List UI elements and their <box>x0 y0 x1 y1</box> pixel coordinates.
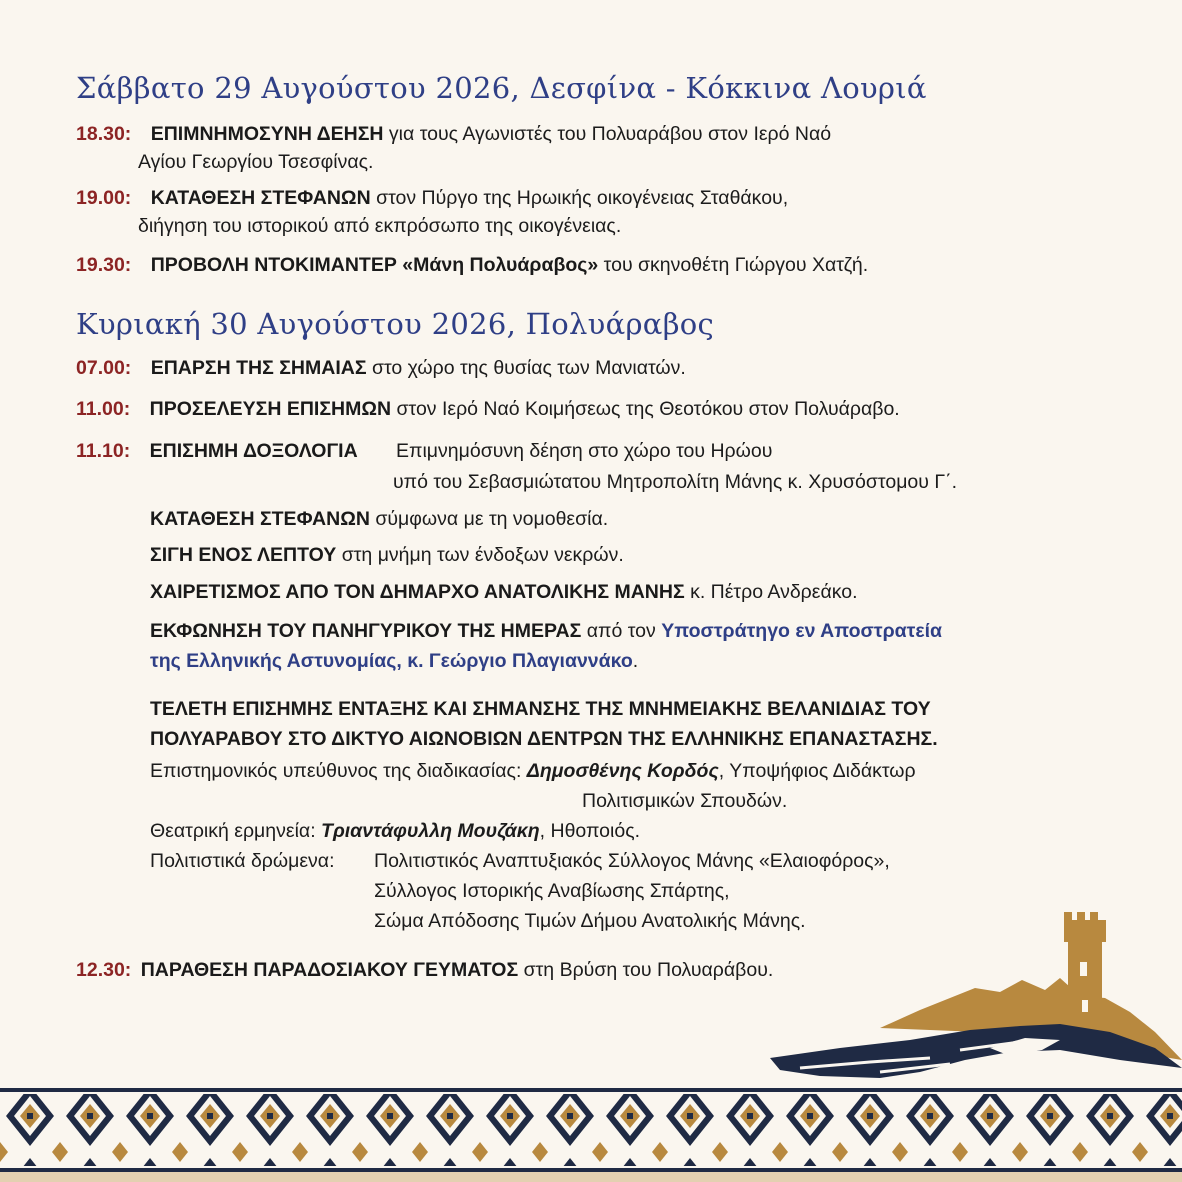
ceremony-title-line1: ΤΕΛΕΤΗ ΕΠΙΣΗΜΗΣ ΕΝΤΑΞΗΣ ΚΑΙ ΣΗΜΑΝΣΗΣ ΤΗΣ ΜΝΗΜΕΙΑΚΗΣ ΒΕΛΑΝΙΔΙΑΣ ΤΟΥ <box>150 698 931 720</box>
woven-border-pattern <box>0 1080 1182 1182</box>
item-text: για τους Αγωνιστές του Πολυαράβου στον Ιερό Ναό <box>383 123 832 145</box>
tower-landscape-illustration <box>760 900 1182 1080</box>
scientific-role: , Υποψήφιος Διδάκτωρ <box>718 760 916 782</box>
sub-item-text: σύμφωνα με τη νομοθεσία. <box>369 508 609 530</box>
scientific-role-cont: Πολιτισμικών Σπουδών. <box>582 790 788 812</box>
schedule-item <box>76 186 788 210</box>
item-text: στη Βρύση του Πολυαράβου. <box>518 959 774 981</box>
sunday-title: Κυριακή 30 Αυγούστου 2026, Πολυάραβος <box>76 307 715 341</box>
item-heading: ΕΠΙΜΝΗΜΟΣΥΝΗ ΔΕΗΣΗ <box>150 123 384 145</box>
item-time: 07.00: <box>76 357 132 379</box>
speech-end: . <box>632 650 639 672</box>
theatre-label: Θεατρική ερμηνεία: <box>150 820 322 842</box>
item-time: 11.00: <box>76 398 131 420</box>
speaker-name: της Ελληνικής Αστυνομίας, κ. Γεώργιο Πλαγιαννάκο <box>150 650 633 672</box>
culture-item: Πολιτιστικός Αναπτυξιακός Σύλλογος Μάνης «Ελαιοφόρος», <box>374 850 890 872</box>
item-continuation: Αγίου Γεωργίου Τσεσφίνας. <box>138 151 374 173</box>
item-text: του σκηνοθέτη Γιώργου Χατζή. <box>598 254 869 276</box>
scientific-lead <box>150 759 916 783</box>
sub-item-heading: ΣΙΓΗ ΕΝΟΣ ΛΕΠΤΟΥ <box>150 544 337 566</box>
culture-label: Πολιτιστικά δρώμενα: <box>150 850 335 872</box>
item-text: στο χώρο της θυσίας των Μανιατών. <box>366 357 686 379</box>
item-heading: ΕΠΙΣΗΜΗ ΔΟΞΟΛΟΓΙΑ <box>149 440 358 462</box>
sub-item-text: κ. Πέτρο Ανδρεάκο. <box>684 581 858 603</box>
item-text: στον Ιερό Ναό Κοιμήσεως της Θεοτόκου στον Πολυάραβο. <box>391 398 900 420</box>
item-heading: ΚΑΤΑΘΕΣΗ ΣΤΕΦΑΝΩΝ <box>150 187 371 209</box>
theatre-role: , Ηθοποιός. <box>539 820 641 842</box>
item-heading: ΕΠΑΡΣΗ ΤΗΣ ΣΗΜΑΙΑΣ <box>150 357 367 379</box>
item-continuation: διήγηση του ιστορικού από εκπρόσωπο της οικογένειας. <box>138 215 622 237</box>
sub-item <box>150 543 624 567</box>
schedule-item <box>76 439 358 463</box>
speech-text: από τον <box>581 620 662 642</box>
item-time: 18.30: <box>76 123 132 145</box>
culture-item: Σύλλογος Ιστορικής Αναβίωσης Σπάρτης, <box>374 880 730 902</box>
speech-item-cont <box>150 649 638 673</box>
item-heading: ΠΡΟΒΟΛΗ ΝΤΟΚΙΜΑΝΤΕΡ «Μάνη Πολυάραβος» <box>150 254 599 276</box>
sub-item-heading: ΧΑΙΡΕΤΙΣΜΟΣ ΑΠΟ ΤΟΝ ΔΗΜΑΡΧΟ ΑΝΑΤΟΛΙΚΗΣ ΜΑΝΗΣ <box>150 581 685 603</box>
item-text: στον Πύργο της Ηρωικής οικογένειας Σταθάκου, <box>370 187 789 209</box>
theatre-performance <box>150 819 640 843</box>
theatre-name: Τριαντάφυλλη Μουζάκη <box>321 820 540 842</box>
item-heading: ΠΡΟΣΕΛΕΥΣΗ ΕΠΙΣΗΜΩΝ <box>149 398 392 420</box>
item-time: 19.00: <box>76 187 132 209</box>
schedule-item <box>76 397 900 421</box>
item-time: 12.30: <box>76 959 132 981</box>
saturday-title: Σάββατο 29 Αυγούστου 2026, Δεσφίνα - Κόκκινα Λουριά <box>76 71 927 105</box>
item-time: 11.10: <box>76 440 131 462</box>
item-text: Επιμνημόσυνη δέηση στο χώρο του Ηρώου <box>396 440 773 462</box>
schedule-item <box>76 958 773 982</box>
scientific-label: Επιστημονικός υπεύθυνος της διαδικασίας: <box>150 760 527 782</box>
speech-item <box>150 619 942 643</box>
schedule-item <box>76 356 686 380</box>
scientific-name: Δημοσθένης Κορδός <box>526 760 719 782</box>
sub-item <box>150 580 858 604</box>
sub-item-heading: ΚΑΤΑΘΕΣΗ ΣΤΕΦΑΝΩΝ <box>150 508 370 530</box>
culture-item: Σώμα Απόδοσης Τιμών Δήμου Ανατολικής Μάνης. <box>374 910 806 932</box>
sub-item-text: στη μνήμη των ένδοξων νεκρών. <box>336 544 624 566</box>
item-time: 19.30: <box>76 254 132 276</box>
schedule-item <box>76 253 868 277</box>
item-continuation: υπό του Σεβασμιώτατου Μητροπολίτη Μάνης κ. Χρυσόστομου Γ΄. <box>393 471 958 493</box>
speaker-title: Υποστράτηγο εν Αποστρατεία <box>661 620 943 642</box>
schedule-item <box>76 122 831 146</box>
sub-item <box>150 507 608 531</box>
ceremony-title-line2: ΠΟΛΥΑΡΑΒΟΥ ΣΤΟ ΔΙΚΤΥΟ ΑΙΩΝΟΒΙΩΝ ΔΕΝΤΡΩΝ ΤΗΣ ΕΛΛΗΝΙΚΗΣ ΕΠΑΝΑΣΤΑΣΗΣ. <box>150 728 938 750</box>
item-heading: ΠΑΡΑΘΕΣΗ ΠΑΡΑΔΟΣΙΑΚΟΥ ΓΕΥΜΑΤΟΣ <box>140 959 519 981</box>
speech-heading: ΕΚΦΩΝΗΣΗ ΤΟΥ ΠΑΝΗΓΥΡΙΚΟΥ ΤΗΣ ΗΜΕΡΑΣ <box>150 620 582 642</box>
